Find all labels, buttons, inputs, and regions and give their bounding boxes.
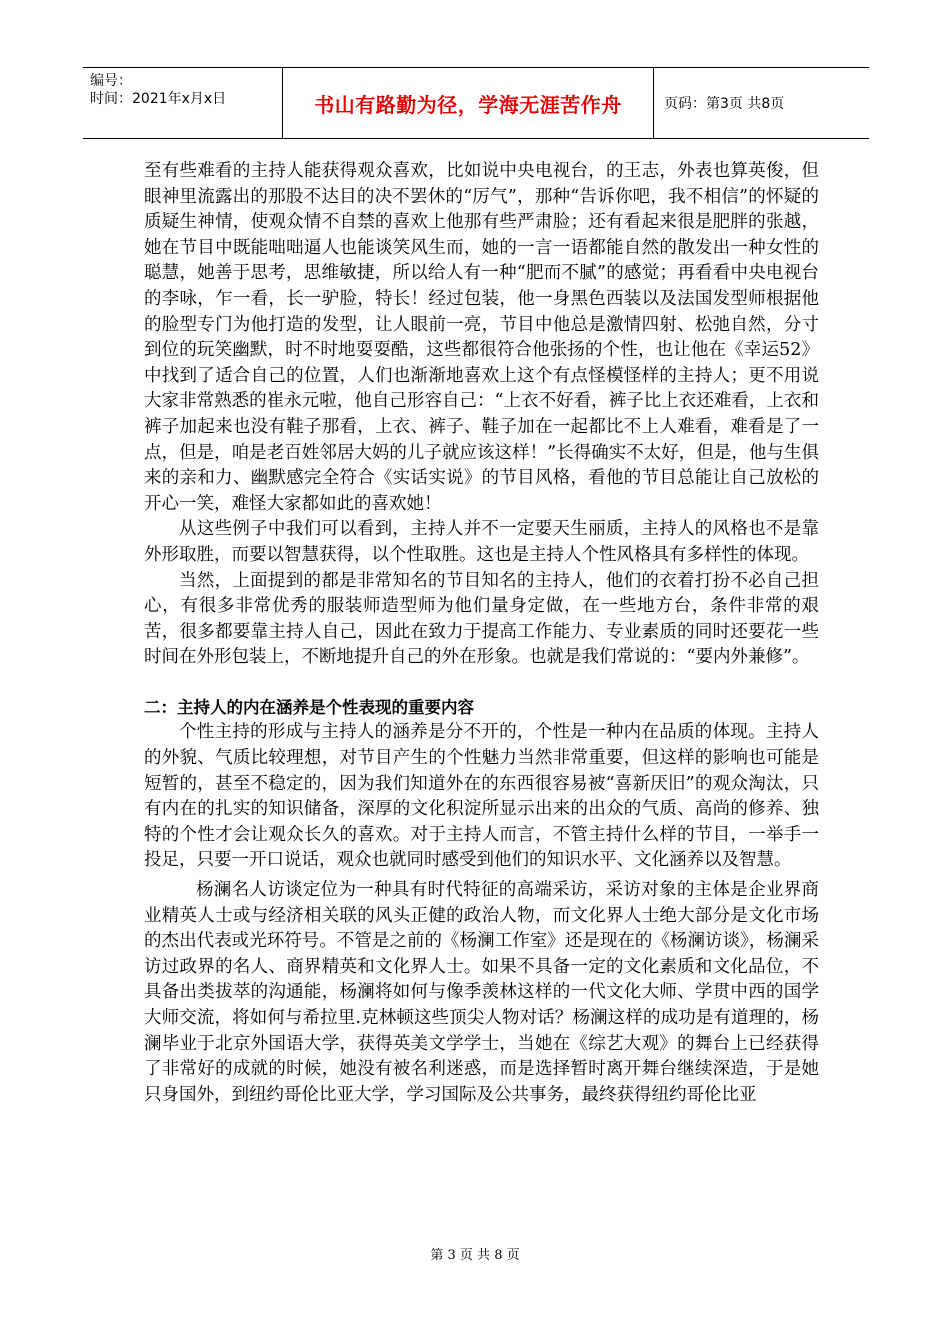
document-body: [144, 159, 819, 1108]
page-footer: 第 3 页 共 8 页: [430, 1248, 520, 1263]
header-page-info: 页码：第3页 共8页: [664, 96, 785, 112]
page-header: [83, 67, 869, 139]
header-motto: 书山有路勤为径，学海无涯苦作舟: [283, 68, 654, 138]
header-meta: [83, 68, 283, 138]
paragraph-2: 从这些例子中我们可以看到，主持人并不一定要天生丽质，主持人的风格也不是靠外形取胜，而要以智慧获得，以个性取胜。这也是主持人个性风格具有多样性的体现。: [144, 519, 819, 565]
paragraph-5: 杨澜名人访谈定位为一种具有时代特征的高端采访，采访对象的主体是企业界商业精英人士或与经济相关联的风头正健的政治人物，而文化界人士绝大部分是文化市场的杰出代表或光环符号。不管是之前的《杨澜工作室》还是现在的《杨澜访谈》，杨澜采访过政界的名人、商界精英和文化界人士。如果不具备一定的文化素质和文化品位，不具备出类拔萃的沟通能，杨澜将如何与像季羡林这样的一代文化大师、学贯中西的国学大师交流，将如何与希拉里.克林顿这些顶尖人物对话？杨澜这样的成功是有道理的，杨澜毕业于北京外国语大学，获得英美文学学士，当她在《综艺大观》的舞台上已经获得了非常好的成就的时候，她没有被名利迷惑，而是选择暂时离开舞台继续深造，于是她只身国外，到纽约哥伦比亚大学，学习国际及公共事务，最终获得纽约哥伦比亚: [144, 880, 819, 1105]
document-time-label: 时间：2021年x月x日: [90, 91, 227, 107]
document-number-label: 编号：: [90, 73, 132, 89]
paragraph-3: 当然，上面提到的都是非常知名的节目知名的主持人，他们的衣着打扮不必自己担心，有很多非常优秀的服装师造型师为他们量身定做，在一些地方台，条件非常的艰苦，很多都要靠主持人自己，因此在致力于提高工作能力、专业素质的同时还要花一些时间在外形包装上，不断地提升自己的外在形象。也就是我们常说的：“要内外兼修”。: [144, 570, 819, 668]
section-heading: 二：主持人的内在涵养是个性表现的重要内容: [144, 697, 474, 717]
paragraph-1: 至有些难看的主持人能获得观众喜欢，比如说中央电视台，的王志，外表也算英俊，但眼神里流露出的那股不达目的决不罢休的“厉气”，那种“告诉你吧，我不相信”的怀疑的质疑生神情，使观众情不自禁的喜欢上他那有些严肃脸；还有看起来很是肥胖的张越，她在节目中既能咄咄逼人也能谈笑风生而，她的一言一语都能自然的散发出一种女性的聪慧，她善于思考，思维敏捷，所以给人有一种“肥而不腻”的感觉；再看看中央电视台的李咏，乍一看，长一驴脸，特长！经过包装，他一身黑色西装以及法国发型师根据他的脸型专门为他打造的发型，让人眼前一亮，节目中他总是激情四射、松弛自然，分寸到位的玩笑幽默，时不时地耍耍酷，这些都很符合他张扬的个性，也让他在《幸运52》中找到了适合自己的位置，人们也渐渐地喜欢上这个有点怪模怪样的主持人；更不用说大家非常熟悉的崔永元啦，他自己形容自己：“上衣不好看，裤子比上衣还难看，上衣和裤子加起来也没有鞋子那看，上衣、裤子、鞋子加在一起都比不上人难看，难看是了一点，但是，咱是老百姓邻居大妈的儿子就应该这样！”长得确实不太好，但是，他与生俱来的亲和力、幽默感完全符合《实话实说》的节目风格，看他的节目总能让自己放松的开心一笑，难怪大家都如此的喜欢她！: [144, 161, 819, 514]
paragraph-4: 个性主持的形成与主持人的涵养是分不开的，个性是一种内在品质的体现。主持人的外貌、气质比较理想，对节目产生的个性魅力当然非常重要，但这样的影响也可能是短暂的，甚至不稳定的，因为我们知道外在的东西很容易被“喜新厌旧”的观众淘汰，只有内在的扎实的知识储备，深厚的文化积淀所显示出来的出众的气质、高尚的修养、独特的个性才会让观众长久的喜欢。对于主持人而言，不管主持什么样的节目，一举手一投足，只要一开口说话，观众也就同时感受到他们的知识水平、文化涵养以及智慧。: [144, 722, 819, 871]
